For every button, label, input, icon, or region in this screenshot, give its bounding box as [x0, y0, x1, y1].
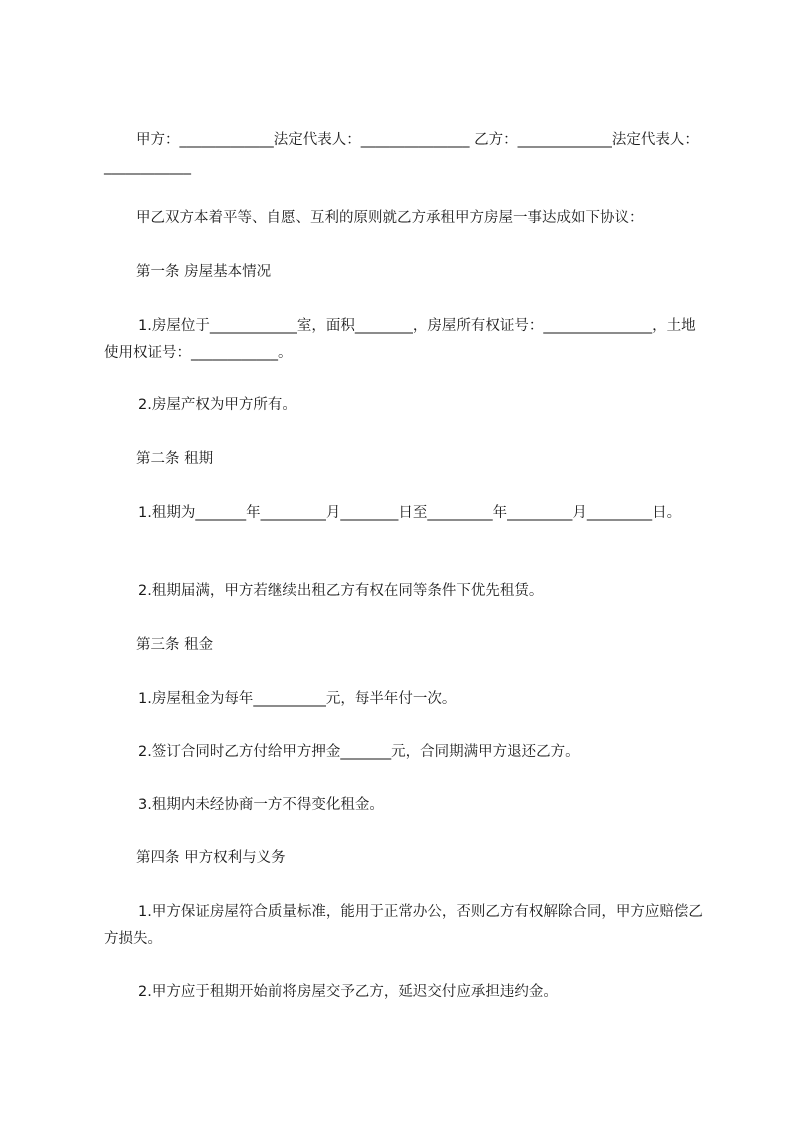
parties-paragraph: 甲方：_____________法定代表人：_______________ 乙方：_____________法定代表人：____________ — [104, 132, 699, 175]
article2-item1: 1.租期为_______年_________月________日至_________年_________月_________日。 — [138, 505, 682, 521]
article1-item2: 2.房屋产权为甲方所有。 — [138, 397, 297, 413]
article4-item2: 2.甲方应于租期开始前将房屋交予乙方，延迟交付应承担违约金。 — [138, 984, 558, 1000]
article3-title: 第三条 租金 — [136, 637, 214, 653]
intro-paragraph: 甲乙双方本着平等、自愿、互利的原则就乙方承租甲方房屋一事达成如下协议： — [136, 210, 644, 226]
article1-title: 第一条 房屋基本情况 — [136, 264, 272, 280]
article4-title: 第四条 甲方权利与义务 — [136, 850, 286, 866]
article2-item2: 2.租期届满，甲方若继续出租乙方有权在同等条件下优先租赁。 — [138, 583, 544, 599]
article3-item1: 1.房屋租金为每年__________元，每半年付一次。 — [138, 691, 457, 707]
article2-title: 第二条 租期 — [136, 451, 214, 467]
article1-item1: 1.房屋位于____________室，面积________，房屋所有权证号：_______________，土地使用权证号：____________。 — [104, 318, 696, 361]
article4-item1: 1.甲方保证房屋符合质量标准，能用于正常办公，否则乙方有权解除合同，甲方应赔偿乙方损失。 — [104, 904, 703, 947]
article3-item3: 3.租期内未经协商一方不得变化租金。 — [138, 797, 384, 813]
article3-item2: 2.签订合同时乙方付给甲方押金_______元，合同期满甲方退还乙方。 — [138, 744, 580, 760]
